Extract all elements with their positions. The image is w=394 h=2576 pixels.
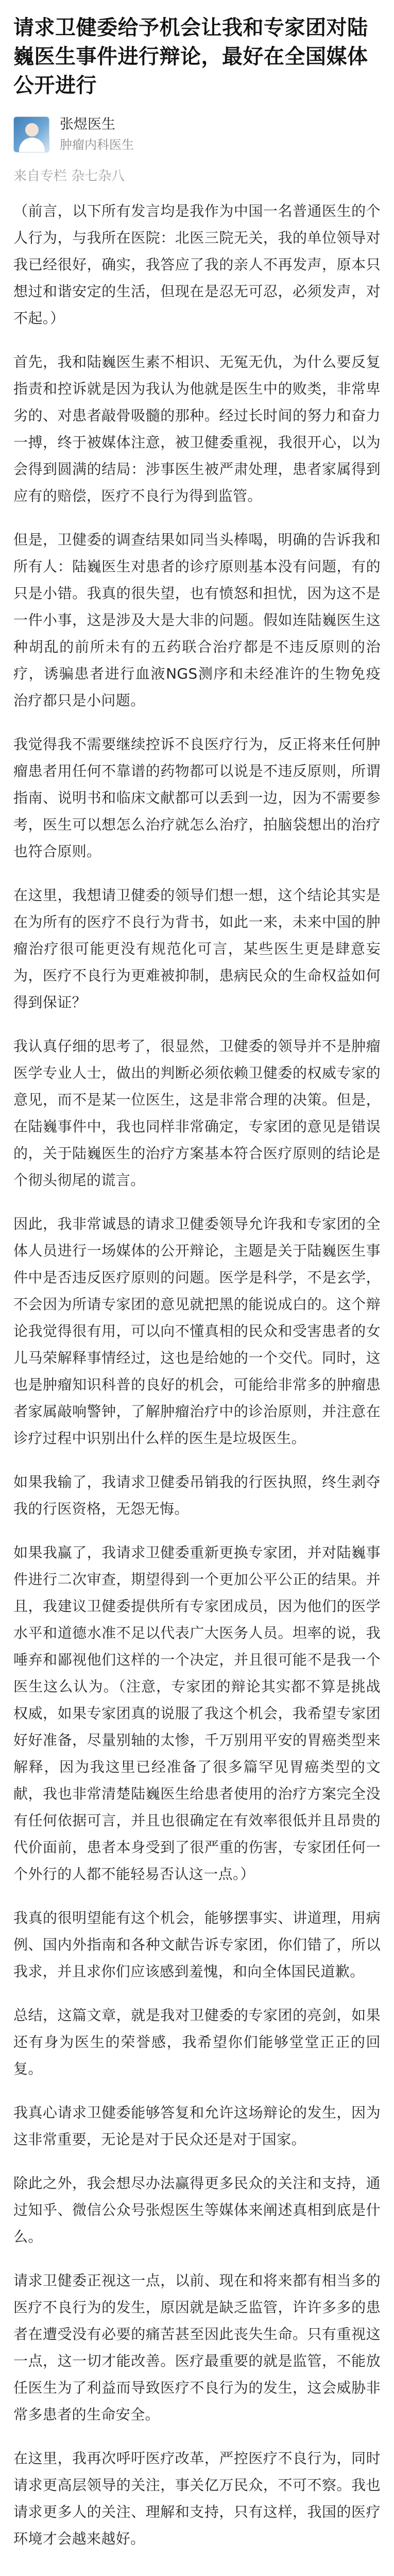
article-paragraph: 除此之外，我会想尽办法赢得更多民众的关注和支持，通过知乎、微信公众号张煜医生等媒体来阐述真相到底是什么。 bbox=[13, 2175, 381, 2245]
article-paragraph: 请求卫健委正视这一点，以前、现在和将来都有相当多的医疗不良行为的发生，原因就是缺乏监管，许许多多的患者在遭受没有必要的痛苦甚至因此丧失生命。只有重视这一点，这一切才能改善。医疗最重要的就是监管，不能放任医生为了利益而导致医疗不良行为的发生，这会威胁非常多患者的生命安全。 bbox=[13, 2272, 381, 2423]
article-paragraph: 因此，我非常诚恳的请求卫健委领导允许我和专家团的全体人员进行一场媒体的公开辩论，主题是关于陆巍医生事件中是否违反医疗原则的问题。医学是科学，不是玄学，不会因为所请专家团的意见就把黑的能说成白的。这个辩论我觉得很有用，可以向不懂真相的民众和受害患者的女儿马荣解释事情经过，这也是给她的一个交代。同时，这也是肿瘤知识科普的良好的机会，可能给非常多的肿瘤患者家属敲响警钟，了解肿瘤治疗中的诊治原则，并注意在诊疗过程中识别出什么样的医生是垃圾医生。 bbox=[13, 1215, 381, 1447]
article-paragraph: 首先，我和陆巍医生素不相识、无冤无仇，为什么要反复指责和控诉就是因为我认为他就是医生中的败类，非常卑劣的、对患者敲骨吸髓的那种。经过长时间的努力和奋力一搏，终于被媒体注意，被卫健委重视，我很开心，以为会得到圆满的结局：涉事医生被严肃处理，患者家属得到应有的赔偿，医疗不良行为得到监管。 bbox=[13, 353, 381, 504]
article-paragraph: 我真的很明望能有这个机会，能够摆事实、讲道理，用病例、国内外指南和各种文献告诉专家团，你们错了，所以我求，并且求你们应该感到羞愧，和向全体国民道歉。 bbox=[13, 1909, 381, 1980]
article-paragraph: 如果我输了，我请求卫健委吊销我的行医执照，终生剥夺我的行医资格，无怨无悔。 bbox=[13, 1473, 381, 1517]
article-paragraph: 总结，这篇文章，就是我对卫健委的专家团的亮剑，如果还有身为医生的荣誉感，我希望你们能够堂堂正正的回复。 bbox=[13, 2007, 381, 2077]
article-paragraph: 我觉得我不需要继续控诉不良医疗行为，反正将来任何肿瘤患者用任何不靠谱的药物都可以说是不违反原则，所谓指南、说明书和临床文献都可以丢到一边，因为不需要参考，医生可以想怎么治疗就怎么治疗，拍脑袋想出的治疗也符合原则。 bbox=[13, 736, 381, 860]
author-info bbox=[60, 115, 134, 154]
article-paragraph: 但是，卫健委的调查结果如同当头棒喝，明确的告诉我和所有人：陆巍医生对患者的诊疗原则基本没有问题，有的只是小错。我真的很失望，也有愤怒和担忧，因为这不是一件小事，这是涉及大是大非的问题。假如连陆巍医生这种胡乱的前所未有的五药联合治疗都是不违反原则的治疗，诱骗患者进行血液NGS测序和未经准许的生物免疫治疗都只是小问题。 bbox=[13, 531, 381, 709]
author-name[interactable]: 张煜医生 bbox=[60, 116, 115, 132]
article-paragraph: 在这里，我再次呼吁医疗改革，严控医疗不良行为，同时请求更高层领导的关注，事关亿万民众，不可不察。我也请求更多人的关注、理解和支持，只有这样，我国的医疗环境才会越来越好。 bbox=[13, 2450, 381, 2547]
doctor-avatar-icon[interactable] bbox=[13, 116, 49, 152]
column-source[interactable]: 来自专栏 杂七杂八 bbox=[13, 168, 125, 184]
article-paragraph: 我认真仔细的思考了，很显然，卫健委的领导并不是肿瘤医学专业人士，做出的判断必须依赖卫健委的权威专家的意见，而不是某一位医生，这是非常合理的决策。但是，在陆巍事件中，我也同样非常确定，专家团的意见是错误的，关于陆巍医生的治疗方案基本符合医疗原则的结论是个彻头彻尾的谎言。 bbox=[13, 1038, 381, 1189]
article-title: 请求卫健委给予机会让我和专家团对陆巍医生事件进行辩论，最好在全国媒体公开进行 bbox=[13, 16, 368, 97]
author-card[interactable] bbox=[13, 115, 381, 154]
author-description: 肿瘤内科医生 bbox=[60, 138, 134, 152]
article-paragraph: （前言，以下所有发言均是我作为中国一名普通医生的个人行为，与我所在医院：北医三院无关，我的单位领导对我已经很好，确实，我答应了我的亲人不再发声，原本只想过和谐安定的生活，但现在是忍无可忍，必须发声，对不起。） bbox=[13, 202, 381, 327]
article-paragraph: 我真心请求卫健委能够答复和允许这场辩论的发生，因为这非常重要，无论是对于民众还是对于国家。 bbox=[13, 2104, 381, 2148]
article-paragraph: 在这里，我想请卫健委的领导们想一想，这个结论其实是在为所有的医疗不良行为背书，如此一来，未来中国的肿瘤治疗很可能更没有规范化可言，某些医生更是肆意妄为，医疗不良行为更难被抑制，患病民众的生命权益如何得到保证？ bbox=[13, 887, 381, 1011]
article-paragraph: 如果我赢了，我请求卫健委重新更换专家团，并对陆巍事件进行二次审查，期望得到一个更加公平公正的结果。并且，我建议卫健委提供所有专家团成员，因为他们的医学水平和道德水准不足以代表广大医务人员。坦率的说，我唾弃和鄙视他们这样的一个决定，并且很可能不是我一个医生这么认为。（注意，专家团的辩论其实都不算是挑战权威，如果专家团真的说服了我这个机会，我希望专家团好好准备，尽量别轴的太惨，千万别用平安的胃癌类型来解释，因为我这里已经准备了很多篇罕见胃癌类型的文献，我也非常清楚陆巍医生给患者使用的治疗方案完全没有任何依据可言，并且也很确定在有效率很低并且昂贵的代价面前，患者本身受到了很严重的伤害，专家团任何一个外行的人都不能轻易否认这一点。） bbox=[13, 1544, 381, 1883]
